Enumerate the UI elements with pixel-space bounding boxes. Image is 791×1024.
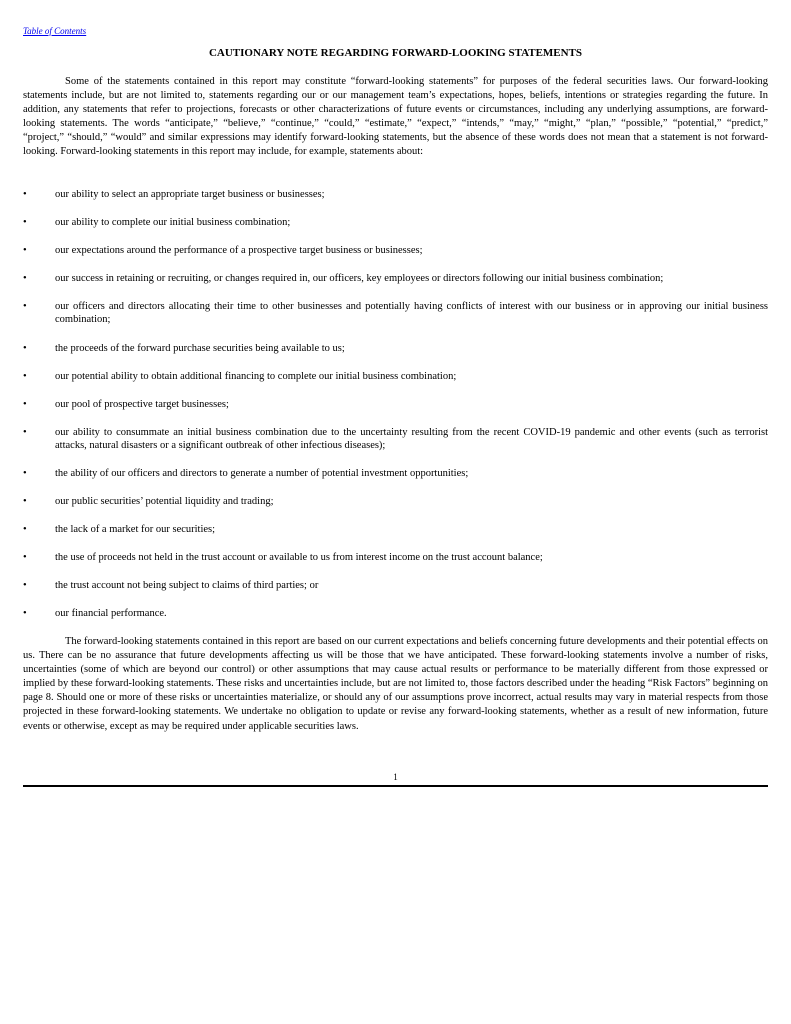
list-item-text: our expectations around the performance of a prospective target business or businesses; [55, 245, 423, 256]
list-item [23, 370, 768, 383]
list-item-text: our ability to complete our initial business combination; [55, 217, 291, 228]
page-number: 1 [393, 772, 398, 782]
intro-paragraph: Some of the statements contained in this report may constitute “forward-looking statements” for purposes of the federal securities laws. Our forward-looking statements include, but are not limited to, statements regarding our or our management team’s expectations, hopes, beliefs, intentions or strategies regarding the future. In addition, any statements that refer to projections, forecasts or other characterizations of future events or circumstances, including any underlying assumptions, are forward-looking statements. The words “anticipate,” “believe,” “continue,” “could,” “estimate,” “expect,” “intends,” “may,” “might,” “plan,” “possible,” “potential,” “predict,” “project,” “should,” “would” and similar expressions may identify forward-looking statements, but the absence of these words does not mean that a statement is not forward-looking. Forward-looking statements in this report may include, for example, statements about: [23, 76, 768, 158]
list-item [23, 523, 768, 536]
list-item-text: our public securities’ potential liquidity and trading; [55, 496, 274, 507]
bullet-icon: • [23, 343, 27, 354]
list-item [23, 272, 768, 285]
list-item [23, 426, 768, 452]
list-item-text: the use of proceeds not held in the trust account or available to us from interest income on the trust account balance; [55, 552, 543, 563]
list-item-text: our ability to consummate an initial business combination due to the uncertainty resulting from the recent COVID-19 pandemic and other events (such as terrorist attacks, natural disasters or a significant outbreak of other infectious diseases); [55, 427, 768, 451]
list-item [23, 244, 768, 257]
list-item-text: our success in retaining or recruiting, or changes required in, our officers, key employees or directors following our initial business combination; [55, 273, 664, 284]
list-item-text: the lack of a market for our securities; [55, 524, 216, 535]
list-item-text: our ability to select an appropriate target business or businesses; [55, 189, 325, 200]
list-item [23, 551, 768, 564]
closing-paragraph: The forward-looking statements contained in this report are based on our current expectations and beliefs concerning future developments and their potential effects on us. There can be no assurance that future developments affecting us will be those that we have anticipated. These forward-looking statements involve a number of risks, uncertainties (some of which are beyond our control) or other assumptions that may cause actual results or performance to be materially different from those expressed or implied by these forward-looking statements. These risks and uncertainties include, but are not limited to, those factors described under the heading “Risk Factors” beginning on page 8. Should one or more of these risks or uncertainties materialize, or should any of our assumptions prove incorrect, actual results may vary in material respects from those projected in these forward-looking statements. We undertake no obligation to update or revise any forward-looking statements, whether as a result of new information, future events or otherwise, except as may be required under applicable securities laws. [23, 636, 768, 732]
list-item-text: the trust account not being subject to claims of third parties; or [55, 580, 319, 591]
list-item [23, 495, 768, 508]
bullet-icon: • [23, 552, 27, 563]
bullet-icon: • [23, 217, 27, 228]
bullet-icon: • [23, 189, 27, 200]
list-item-text: the ability of our officers and directors to generate a number of potential investment opportunities; [55, 468, 469, 479]
table-of-contents-link[interactable]: Table of Contents [23, 26, 87, 36]
bullet-icon: • [23, 399, 27, 410]
bullet-icon: • [23, 468, 27, 479]
list-item [23, 216, 768, 229]
list-item [23, 467, 768, 480]
list-item-text: the proceeds of the forward purchase securities being available to us; [55, 343, 345, 354]
list-item-text: our pool of prospective target businesses; [55, 399, 229, 410]
bullet-icon: • [23, 371, 27, 382]
list-item [23, 398, 768, 411]
list-item [23, 300, 768, 326]
page-title: CAUTIONARY NOTE REGARDING FORWARD-LOOKING STATEMENTS [208, 47, 583, 59]
list-item-text: our potential ability to obtain additional financing to complete our initial business combination; [55, 371, 457, 382]
bullet-icon: • [23, 301, 27, 312]
bullet-icon: • [23, 273, 27, 284]
bullet-icon: • [23, 245, 27, 256]
bullet-icon: • [23, 608, 27, 619]
list-item [23, 188, 768, 201]
list-item [23, 607, 768, 620]
list-item [23, 579, 768, 592]
bullet-icon: • [23, 580, 27, 591]
list-item-text: our officers and directors allocating their time to other businesses and potentially having conflicts of interest with our business or in approving our initial business combination; [55, 301, 768, 325]
list-item [23, 342, 768, 355]
list-item-text: our financial performance. [55, 608, 167, 619]
bullet-icon: • [23, 524, 27, 535]
bullet-icon: • [23, 496, 27, 507]
bullet-icon: • [23, 427, 27, 438]
page-divider [23, 785, 768, 787]
